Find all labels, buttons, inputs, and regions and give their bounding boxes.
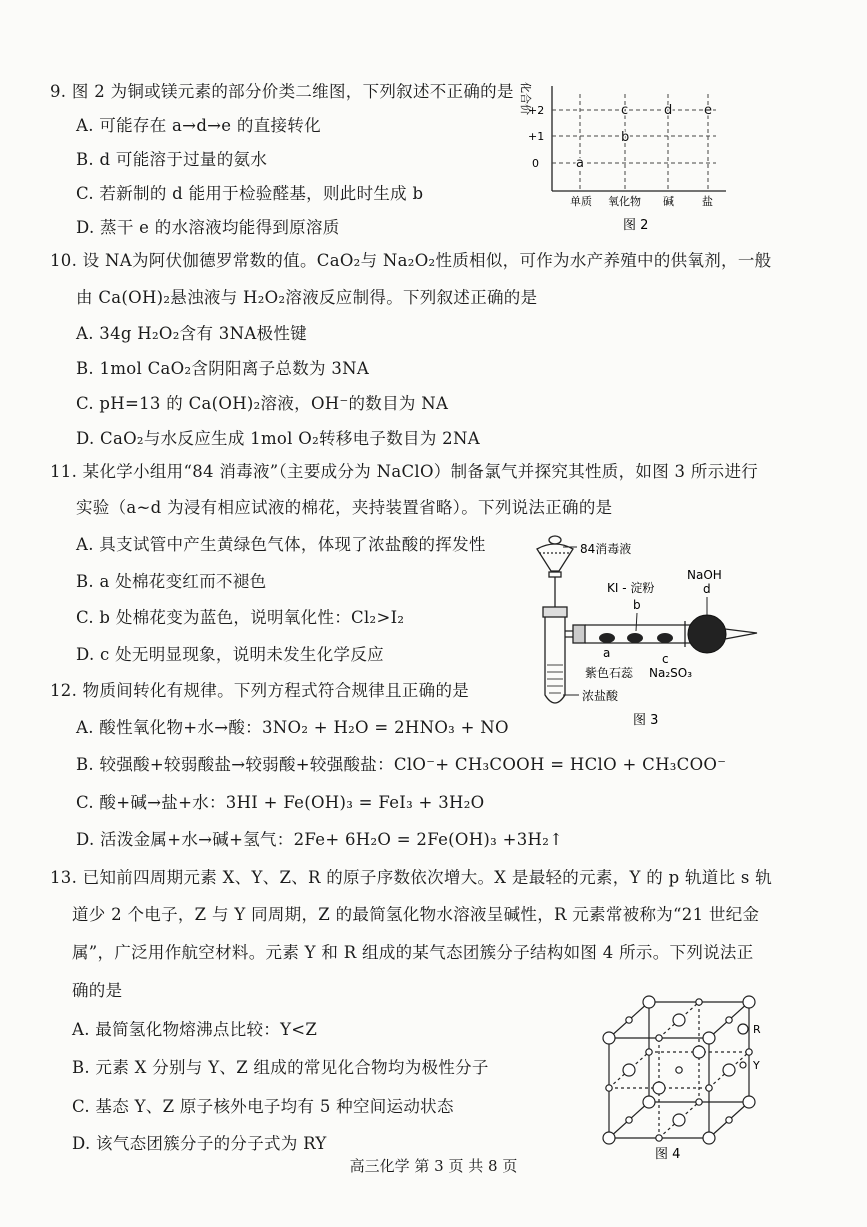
q10-option-d: D. CaO₂与水反应生成 1mol O₂转移电子数目为 2NA [76, 429, 480, 448]
y-atom [696, 1099, 702, 1105]
r-atom [643, 1096, 655, 1108]
y-atom [726, 1017, 732, 1023]
q13-option-c: C. 基态 Y、Z 原子核外电子均有 5 种空间运动状态 [72, 1097, 454, 1116]
r-atom [693, 1046, 705, 1058]
r-atom [743, 996, 755, 1008]
q9-stem: 9. 图 2 为铜或镁元素的部分价类二维图，下列叙述不正确的是 [50, 82, 514, 101]
y-atom [656, 1135, 662, 1141]
legend-r-marker [738, 1024, 748, 1034]
r-atom [703, 1032, 715, 1044]
fig3-label-na2so3: Na₂SO₃ [649, 666, 693, 680]
r-atom [673, 1114, 685, 1126]
y-atom [646, 1049, 652, 1055]
fig2-ytick-plus2: +2 [528, 104, 545, 117]
fig2-caption: 图 2 [623, 218, 649, 233]
fig3-label-disinfectant: 84消毒液 [580, 542, 632, 556]
fig3-label-d: d [703, 582, 711, 596]
naoh-bulb [688, 615, 726, 653]
y-atom [606, 1085, 612, 1091]
fig2-point-c: c [621, 103, 629, 118]
q11-option-c: C. b 处棉花变为蓝色，说明氧化性：Cl₂>I₂ [76, 608, 405, 627]
y-atom [746, 1049, 752, 1055]
fig3-label-naoh: NaOH [687, 568, 722, 582]
q13-stem-line1: 13. 已知前四周期元素 X、Y、Z、R 的原子序数依次增大。X 是最轻的元素，Y 的 p 轨道比 s 轨 [50, 868, 773, 887]
r-atom [703, 1132, 715, 1144]
fig2-xtick-oxide: 氧化物 [608, 195, 641, 208]
cotton-b [627, 633, 643, 643]
legend-y-marker [740, 1062, 746, 1068]
r-atom [603, 1132, 615, 1144]
legend-y-label: Y [753, 1059, 760, 1072]
q12-option-d: D. 活泼金属+水→碱+氢气：2Fe+ 6H₂O = 2Fe(OH)₃ +3H₂↑ [76, 830, 564, 849]
q11-stem-line2: 实验（a~d 为浸有相应试液的棉花，夹持装置省略）。下列说法正确的是 [76, 498, 613, 517]
fig4-caption: 图 4 [655, 1147, 681, 1162]
q13-option-d: D. 该气态团簇分子的分子式为 RY [72, 1134, 327, 1153]
fig2-point-e: e [704, 103, 712, 118]
r-atom [653, 1082, 665, 1094]
figure-2-valence-chart [508, 74, 733, 234]
q11-option-b: B. a 处棉花变红而不褪色 [76, 572, 267, 591]
q10-option-b: B. 1mol CaO₂含阴阳离子总数为 3NA [76, 359, 370, 378]
fig3-label-c: c [662, 652, 669, 666]
fig2-point-d: d [664, 103, 673, 118]
q10-stem-line1: 10. 设 NA为阿伏伽德罗常数的值。CaO₂与 Na₂O₂性质相似，可作为水产养殖中的供氧剂，一般 [50, 251, 772, 270]
fig3-label-ki: KI - 淀粉 [607, 581, 655, 595]
r-atom [623, 1064, 635, 1076]
side-arm-test-tube [543, 607, 585, 703]
q13-stem-line4: 确的是 [72, 981, 123, 1000]
fig2-point-a: a [576, 156, 584, 171]
fig2-point-b: b [621, 130, 630, 145]
y-atom [696, 999, 702, 1005]
q10-stem-line2: 由 Ca(OH)₂悬浊液与 H₂O₂溶液反应制得。下列叙述正确的是 [76, 288, 538, 307]
fig3-caption: 图 3 [633, 713, 659, 728]
r-atom [643, 996, 655, 1008]
q11-stem-line1: 11. 某化学小组用“84 消毒液”（主要成分为 NaClO）制备氯气并探究其性质，如图 3 所示进行 [50, 462, 759, 481]
r-atom [673, 1014, 685, 1026]
q9-option-d: D. 蒸干 e 的水溶液均能得到原溶质 [76, 218, 340, 237]
fig2-xtick-base: 碱 [663, 195, 674, 208]
y-atom [676, 1067, 682, 1073]
fig2-ylabel: 化合价 [519, 82, 532, 115]
q12-option-b: B. 较强酸+较弱酸盐→较弱酸+较强酸盐：ClO⁻+ CH₃COOH = HClO + CH₃COO⁻ [76, 755, 727, 774]
cotton-a [599, 633, 615, 643]
q12-stem: 12. 物质间转化有规律。下列方程式符合规律且正确的是 [50, 681, 470, 700]
y-atom [656, 1035, 662, 1041]
fig3-label-a: a [603, 646, 611, 660]
q10-option-a: A. 34g H₂O₂含有 3NA极性键 [76, 324, 307, 343]
outlet-nozzle [725, 629, 757, 639]
q11-option-d: D. c 处无明显现象，说明未发生化学反应 [76, 645, 384, 664]
page-footer: 高三化学 第 3 页 共 8 页 [349, 1157, 518, 1175]
cotton-c [657, 633, 673, 643]
q13-option-b: B. 元素 X 分别与 Y、Z 组成的常见化合物均为极性分子 [72, 1058, 489, 1077]
q12-option-c: C. 酸+碱→盐+水：3HI + Fe(OH)₃ = FeI₃ + 3H₂O [76, 793, 485, 812]
fig2-xtick-salt: 盐 [702, 195, 713, 208]
q10-option-c: C. pH=13 的 Ca(OH)₂溶液，OH⁻的数目为 NA [76, 394, 449, 413]
y-atom [626, 1017, 632, 1023]
q9-option-b: B. d 可能溶于过量的氨水 [76, 150, 268, 169]
y-atom [626, 1117, 632, 1123]
figure-4-cluster-structure [595, 990, 775, 1170]
q13-option-a: A. 最简氢化物熔沸点比较：Y<Z [72, 1020, 318, 1039]
q13-stem-line2: 道少 2 个电子，Z 与 Y 同周期，Z 的最简氢化物水溶液呈碱性，R 元素常被称为“21 世纪金 [72, 905, 760, 924]
fig2-ytick-0: 0 [532, 157, 539, 170]
cotton-pads [599, 633, 673, 643]
r-atom [603, 1032, 615, 1044]
q13-stem-line3: 属”，广泛用作航空材料。元素 Y 和 R 组成的某气态团簇分子结构如图 4 所示。下列说法正 [72, 943, 754, 962]
figure-3-apparatus [525, 525, 760, 730]
acid-liquid [547, 665, 563, 693]
r-atom [743, 1096, 755, 1108]
fig2-xtick-elemental: 单质 [570, 195, 592, 208]
fig2-ytick-plus1: +1 [528, 130, 545, 143]
legend-r-label: R [753, 1023, 761, 1036]
q12-option-a: A. 酸性氧化物+水→酸：3NO₂ + H₂O = 2HNO₃ + NO [76, 718, 509, 737]
cube-atoms [603, 996, 755, 1144]
fig3-label-b: b [633, 598, 641, 612]
y-atom [726, 1117, 732, 1123]
q9-option-c: C. 若新制的 d 能用于检验醛基，则此时生成 b [76, 184, 424, 203]
y-atom [706, 1085, 712, 1091]
q11-option-a: A. 具支试管中产生黄绿色气体，体现了浓盐酸的挥发性 [76, 535, 486, 554]
fig3-label-hcl: 浓盐酸 [582, 689, 619, 703]
r-atom [723, 1064, 735, 1076]
fig3-label-litmus: 紫色石蕊 [585, 666, 634, 680]
q9-option-a: A. 可能存在 a→d→e 的直接转化 [76, 116, 321, 135]
